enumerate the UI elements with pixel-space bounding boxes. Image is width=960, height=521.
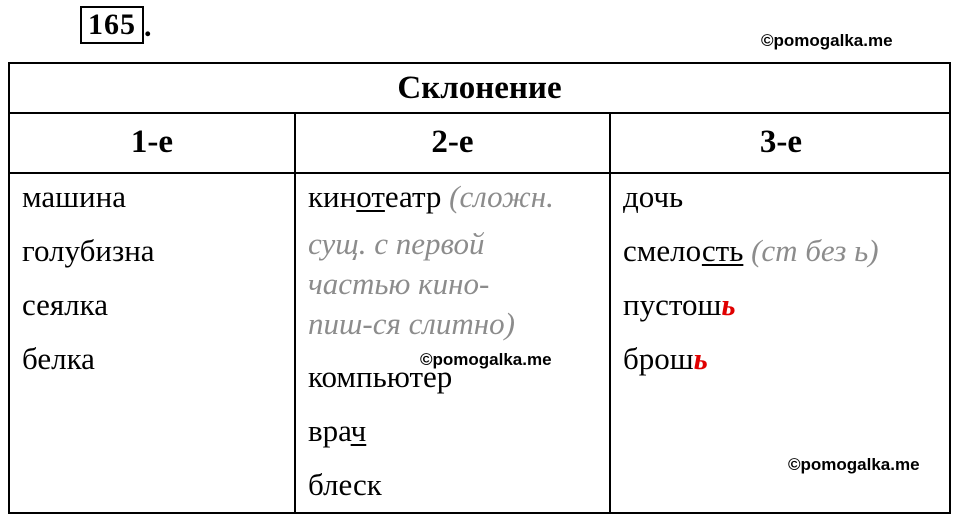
- note-line: (сложн.: [449, 179, 554, 214]
- task-number: [80, 6, 153, 44]
- note-line: пиш-ся слитно): [308, 306, 516, 341]
- word-doch: дочь: [623, 179, 684, 214]
- watermark-bottom: ©pomogalka.me: [788, 455, 920, 474]
- note-line: частью кино-: [308, 266, 490, 301]
- word-pustosh: пустошь: [623, 287, 736, 322]
- column-header-2: 2-е: [431, 123, 474, 160]
- column-header-3: 3-е: [759, 123, 803, 160]
- word-kinoteatr: кинотеатр (сложн.: [308, 179, 554, 214]
- smelost-note: (ст без ь): [751, 233, 879, 268]
- column-divider: [294, 112, 296, 512]
- word-seyalka: сеялка: [22, 287, 108, 322]
- word-golubizna: голубизна: [22, 233, 155, 268]
- soft-sign-mark: ь: [693, 341, 708, 376]
- word-kompyuter: компьютер: [308, 359, 453, 394]
- note-line: сущ. с первой: [308, 226, 485, 261]
- column-3-words: [623, 170, 879, 386]
- declension-table: [8, 62, 951, 514]
- word-mashina: машина: [22, 179, 126, 214]
- word-blesk: блеск: [308, 467, 382, 502]
- soft-sign-mark: ь: [721, 287, 736, 322]
- watermark-middle: ©pomogalka.me: [420, 350, 552, 369]
- word-vrach: врач: [308, 413, 367, 448]
- column-1-words: [22, 170, 155, 386]
- column-header-1: 1-е: [130, 123, 174, 160]
- word-belka: белка: [22, 341, 95, 376]
- table-title: Склонение: [397, 69, 562, 106]
- underlined-part: сть: [701, 233, 744, 268]
- task-number-box: 165: [80, 6, 144, 44]
- task-number-dot: .: [144, 10, 153, 43]
- watermark-top: ©pomogalka.me: [761, 31, 893, 50]
- underlined-part: ч: [350, 413, 367, 448]
- word-smelost: смелость (ст без ь): [623, 233, 879, 268]
- column-2-words: [308, 170, 554, 512]
- underlined-part: от: [356, 179, 385, 214]
- compound-note: [308, 224, 554, 344]
- column-divider: [609, 112, 611, 512]
- word-brosh: брошь: [623, 341, 708, 376]
